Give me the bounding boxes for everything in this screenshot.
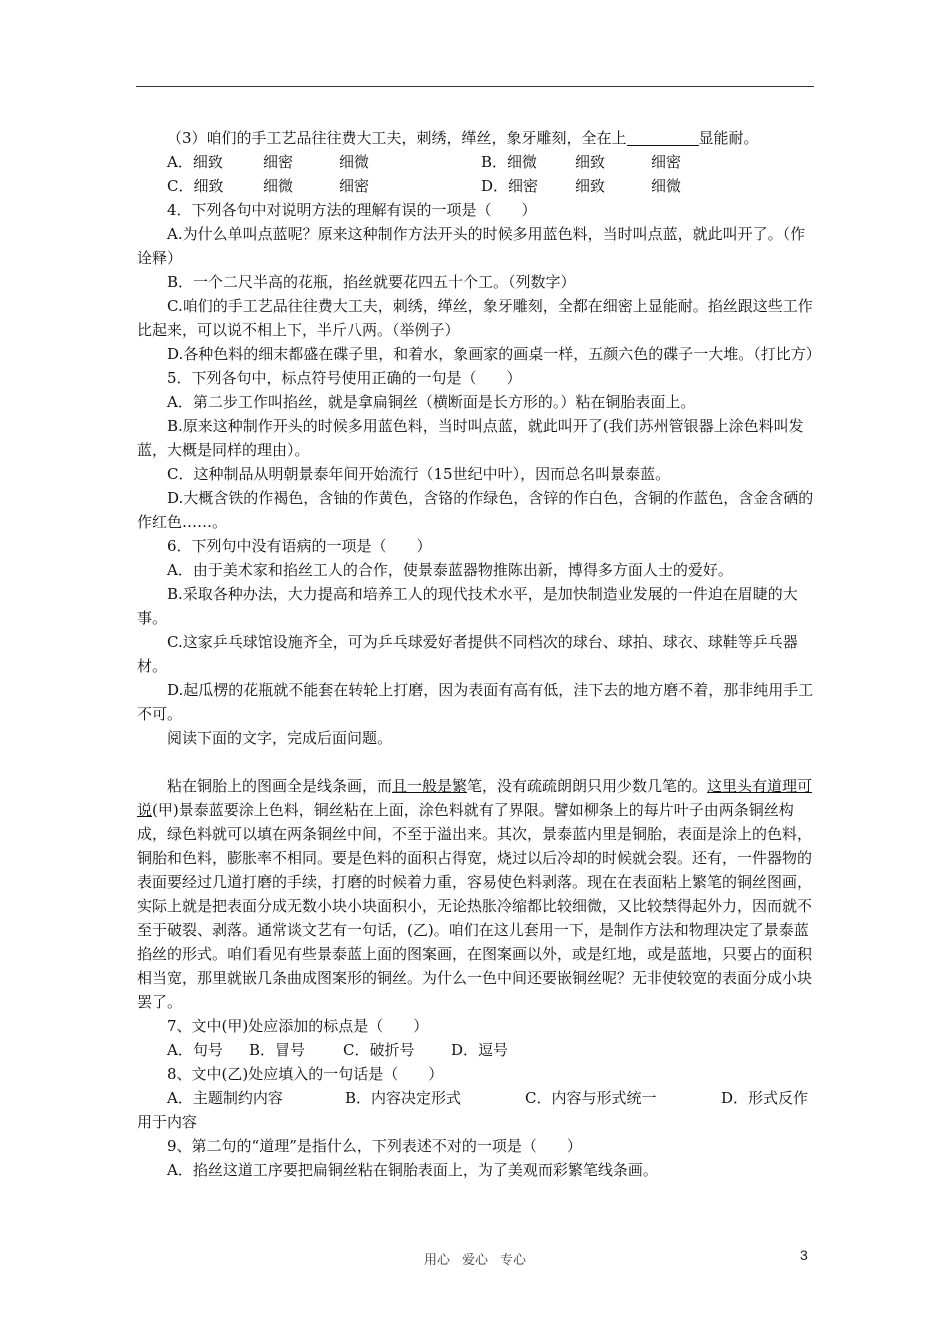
q7-options: A．句号 B．冒号 C．破折号 D．逗号 [167,1041,509,1059]
q4-option-a: A.为什么单叫点蓝呢？原来这种制作方法开头的时候多用蓝色料，当时叫点蓝，就此叫开了。（作诠释） [137,225,806,267]
spacer [137,750,815,774]
q3-options-row-1: A．细致 细密 细微 B．细微 细致 细密 [167,153,682,171]
q5-option-c: C．这种制品从明朝景泰年间开始流行（15世纪中叶），因而总名叫景泰蓝。 [167,465,671,483]
header-rule [136,86,814,87]
page-content [137,126,821,1182]
underlined-phrase: 且一般是繁 [392,777,468,795]
q6-option-b: B.采取各种办法，大力提高和培养工人的现代技术水平，是加快制造业发展的一件迫在眉睫的大事。 [137,585,798,627]
reading-passage: 粘在铜胎上的图画全是线条画，而且一般是繁笔，没有疏疏朗朗只用少数几笔的。这里头有道理可说(甲)景泰蓝要涂上色料，铜丝粘在上面，涂色料就有了界限。譬如柳条上的每片叶子由两条铜丝构成，绿色料就可以填在两条铜丝中间，不至于溢出来。其次，景泰蓝内里是铜胎，表面是涂上的色料，铜胎和色料，膨胀率不相同。要是色料的面积占得宽，烧过以后冷却的时候就会裂。还有，一件器物的表面要经过几道打磨的手续，打磨的时候着力重，容易使色料剥落。现在在表面粘上繁笔的铜丝图画，实际上就是把表面分成无数小块小块面积小，无论热胀冷缩都比较细微，又比较禁得起外力，因而就不至于破裂、剥落。通常谈文艺有一句话，(乙)。咱们在这儿套用一下，是制作方法和物理决定了景泰蓝掐丝的形式。咱们看见有些景泰蓝上面的图案画，在图案画以外，或是红地，或是蓝地，只要占的面积相当宽，那里就嵌几条曲成图案形的铜丝。为什么一色中间还要嵌铜丝呢？无非使较宽的表面分成小块罢了。 [137,777,813,1011]
q8-option-d-continued: 用于内容 [137,1113,198,1131]
q5-option-b: B.原来这种制作开头的时候多用蓝色料，当时叫点蓝，就此叫开了(我们苏州管银器上涂色料叫发蓝，大概是同样的理由）。 [137,417,804,459]
q4-option-b: B．一个二尺半高的花瓶，掐丝就要花四五十个工。（列数字） [167,273,576,291]
q7-stem: 7、文中(甲)处应添加的标点是（ ） [167,1017,429,1035]
q4-stem: 4．下列各句中对说明方法的理解有误的一项是（ ） [167,201,537,219]
q5-stem: 5．下列各句中，标点符号使用正确的一句是（ ） [167,369,522,387]
q3-options-row-2: C．细致 细微 细密 D．细密 细致 细微 [167,177,682,195]
q3-stem: （3）咱们的手工艺品往往费大工夫，刺绣，缂丝，象牙雕刻，全在上 显能耐。 [167,129,759,147]
q5-option-a: A．第二步工作叫掐丝，就是拿扁铜丝（横断面是长方形的。）粘在铜胎表面上。 [167,393,696,411]
underlined-sentence: 这里头有道理可说 [137,777,813,819]
reading-instruction: 阅读下面的文字，完成后面问题。 [167,729,393,747]
q9-stem: 9、第二句的“道理”是指什么，下列表述不对的一项是（ ） [167,1137,582,1155]
q4-option-c: C.咱们的手工艺品往往费大工夫，刺绣，缂丝，象牙雕刻，全都在细密上显能耐。掐丝跟这些工作比起来，可以说不相上下，半斤八两。（举例子） [137,297,813,339]
q6-stem: 6．下列句中没有语病的一项是（ ） [167,537,432,555]
q6-option-c: C.这家乒乓球馆设施齐全，可为乒乓球爱好者提供不同档次的球台、球拍、球衣、球鞋等乒乓器材。 [137,633,798,675]
page-number: 3 [800,1247,808,1263]
q8-options: A．主题制约内容 B．内容决定形式 C．内容与形式统一 D．形式反作 [167,1089,809,1107]
q4-option-d: D.各种色料的细末都盛在碟子里，和着水，象画家的画桌一样，五颜六色的碟子一大堆。（打比方） [167,345,821,363]
q8-stem: 8、文中(乙)处应填入的一句话是（ ） [167,1065,444,1083]
q6-option-d: D.起瓜楞的花瓶就不能套在转轮上打磨，因为表面有高有低，洼下去的地方磨不着，那非纯用手工不可。 [137,681,814,723]
q6-option-a: A．由于美术家和掐丝工人的合作，使景泰蓝器物推陈出新，博得多方面人士的爱好。 [167,561,733,579]
footer-motto: 用心 爱心 专心 [423,1253,527,1268]
q5-option-d: D.大概含铁的作褐色，含铀的作黄色，含铬的作绿色，含锌的作白色，含铜的作蓝色，含金含硒的作红色……。 [137,489,814,531]
q9-option-a: A．掐丝这道工序要把扁铜丝粘在铜胎表面上，为了美观而彩繁笔线条画。 [167,1161,658,1179]
answer-blank [627,130,699,146]
